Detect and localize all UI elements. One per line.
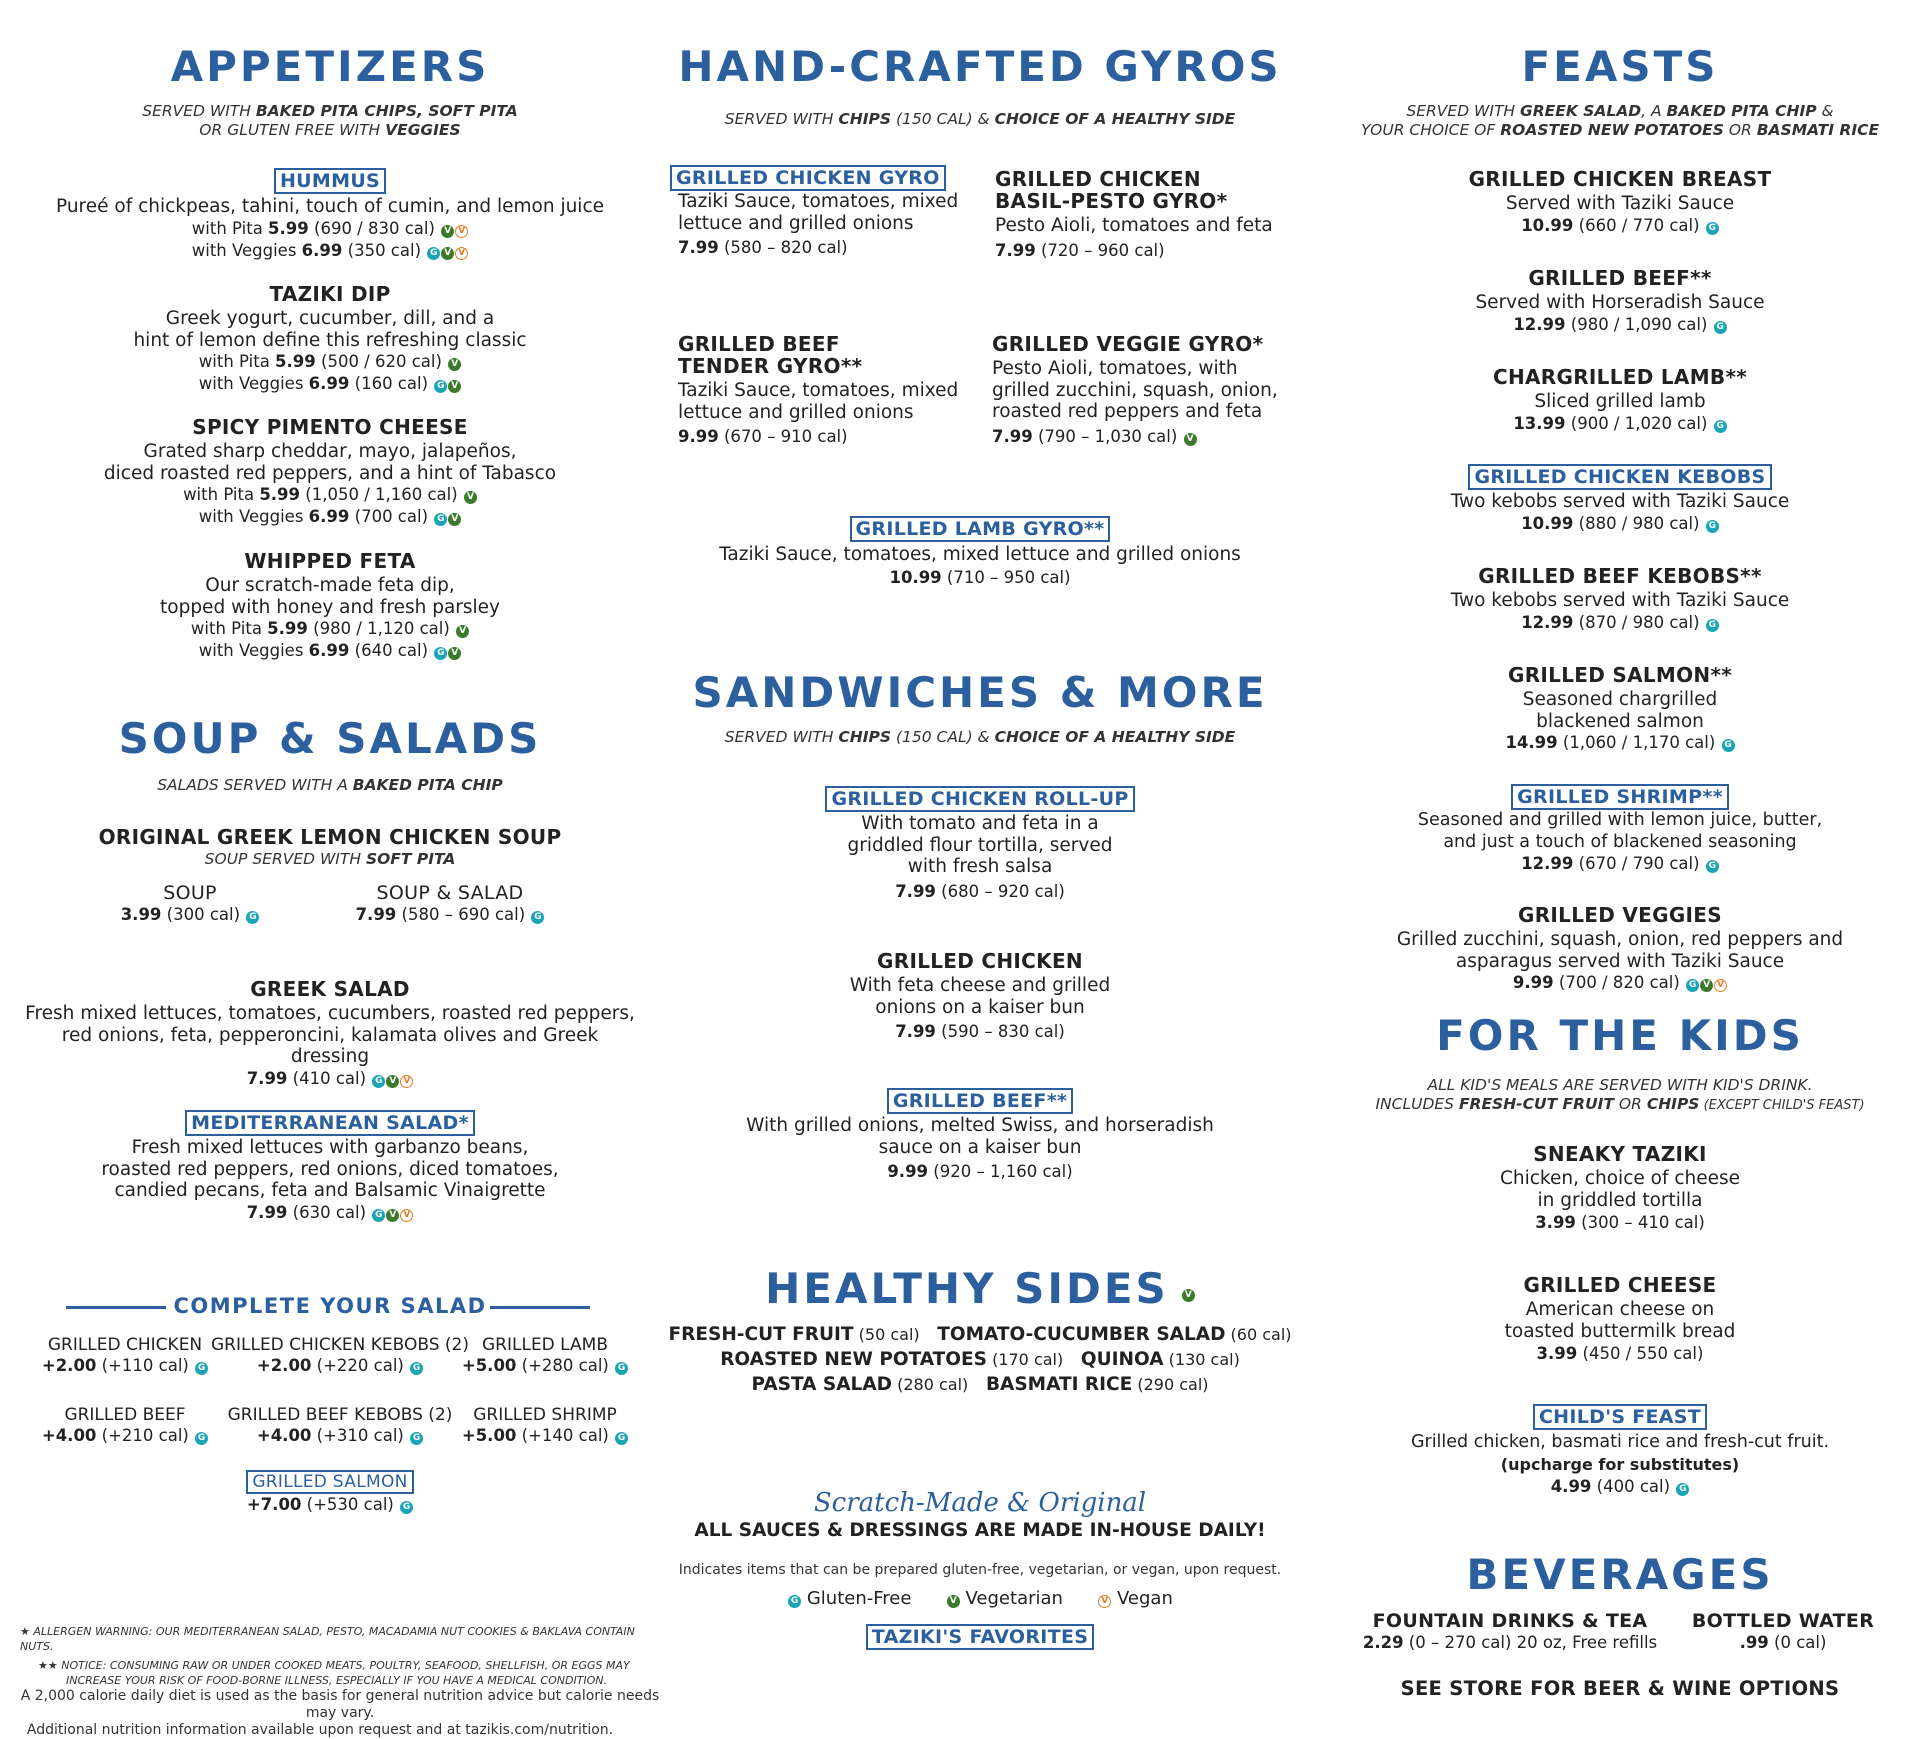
item-name: GREEK SALAD: [250, 977, 410, 1001]
item-price: 12.99 (670 / 790 cal) G: [1320, 853, 1920, 875]
menu-item-grilled-cheese: [1320, 1274, 1920, 1365]
vegetarian-badge-icon: V: [1184, 433, 1197, 446]
footnotes: [20, 1624, 660, 1739]
option-name: SOUP & SALAD: [376, 882, 524, 904]
item-description: blackened salmon: [1536, 710, 1704, 732]
item-price: 7.99 (720 – 960 cal): [995, 240, 1165, 260]
gluten-free-badge-icon: G: [400, 1501, 413, 1514]
menu-item-greek-salad: [20, 978, 640, 1090]
item-description: and just a touch of blackened seasoning: [1443, 831, 1797, 852]
soup-salad-option: [340, 882, 560, 926]
item-description: toasted buttermilk bread: [1504, 1320, 1736, 1342]
appetizers-section: [20, 42, 640, 91]
item-description: Chicken, choice of cheese: [1499, 1168, 1741, 1189]
addon-price: +4.00 (+210 cal) G: [40, 1425, 210, 1447]
item-name: GRILLED VEGGIE GYRO*: [992, 332, 1264, 356]
gluten-free-badge-icon: G: [434, 380, 447, 393]
sides-list: [660, 1322, 1300, 1397]
item-name: CHARGRILLED LAMB**: [1493, 365, 1747, 389]
item-name: TAZIKI DIP: [269, 282, 391, 306]
menu-item-feast: [1320, 366, 1920, 435]
item-name: GRILLED CHICKEN KEBOBS: [1468, 464, 1771, 490]
addon-price: +2.00 (+220 cal) G: [200, 1355, 480, 1377]
item-price: 10.99 (710 – 950 cal): [889, 567, 1071, 587]
addon-name: GRILLED CHICKEN KEBOBS (2): [211, 1335, 469, 1355]
item-price: with Veggies 6.99 (160 cal) G V: [20, 373, 640, 395]
addon-price: +5.00 (+140 cal) G: [460, 1425, 630, 1447]
vegan-badge-icon: V: [455, 247, 468, 260]
item-price: with Pita 5.99 (500 / 620 cal) V: [20, 351, 640, 373]
vegetarian-badge-icon: V: [1182, 1289, 1195, 1302]
vegetarian-badge-icon: V: [448, 513, 461, 526]
addon-item: [200, 1405, 480, 1447]
item-description: roasted red peppers, red onions, diced tomatoes,: [101, 1158, 559, 1180]
beverage-price: .99 (0 cal): [1739, 1633, 1827, 1652]
vegetarian-badge-icon: V: [448, 647, 461, 660]
gluten-free-badge-icon: G: [410, 1362, 423, 1375]
item-name: GRILLED CHICKEN GYRO: [670, 165, 946, 191]
gluten-free-badge-icon: G: [434, 647, 447, 660]
menu-item-hummus: [20, 168, 640, 262]
vegan-badge-icon: V: [1098, 1595, 1111, 1608]
menu-item-sneaky-taziki: [1320, 1143, 1920, 1234]
beverage-name: BOTTLED WATER: [1691, 1610, 1875, 1632]
gluten-free-badge-icon: G: [1714, 321, 1727, 334]
item-name: BASIL-PESTO GYRO*: [995, 189, 1228, 213]
addon-item: [20, 1470, 640, 1516]
option-price: 7.99 (580 – 690 cal) G: [340, 904, 560, 926]
vegan-badge-icon: V: [400, 1209, 413, 1222]
menu-item-grilled-beef: [660, 1088, 1300, 1183]
gluten-free-badge-icon: G: [434, 513, 447, 526]
star-icon: ★: [20, 1625, 30, 1638]
menu-item-veggies: [1320, 904, 1920, 994]
item-price: 7.99 (790 – 1,030 cal) V: [992, 426, 1302, 448]
menu-item-mediterranean-salad: [20, 1110, 640, 1224]
gluten-free-badge-icon: G: [1714, 420, 1727, 433]
item-name: GRILLED VEGGIES: [1518, 903, 1722, 927]
item-name: ORIGINAL GREEK LEMON CHICKEN SOUP: [98, 825, 562, 849]
item-description: Pesto Aioli, tomatoes and feta: [995, 215, 1273, 236]
item-price: 10.99 (660 / 770 cal) G: [1320, 215, 1920, 237]
item-description: red onions, feta, pepperoncini, kalamata olives and Greek dressing: [61, 1024, 599, 1067]
item-description: candied pecans, feta and Balsamic Vinaigrette: [114, 1180, 546, 1201]
item-description: grilled zucchini, squash, onion,: [992, 379, 1278, 401]
item-description: Our scratch-made feta dip,: [205, 575, 455, 596]
item-description: Greek yogurt, cucumber, dill, and a: [165, 308, 495, 329]
gluten-free-badge-icon: G: [615, 1432, 628, 1445]
gluten-free-badge-icon: G: [1706, 222, 1719, 235]
menu-item-shrimp: [1320, 784, 1920, 875]
item-price: with Veggies 6.99 (640 cal) G V: [20, 640, 640, 662]
sandwiches-title: SANDWICHES & MORE: [692, 668, 1268, 717]
nutrition-info: Additional nutrition information available upon request and at tazikis.com/nutrition.: [26, 1722, 614, 1738]
kids-section: [1320, 1011, 1920, 1060]
menu-item-lemon-soup: [20, 826, 640, 869]
gluten-free-badge-icon: G: [1722, 739, 1735, 752]
item-subtitle: SOUP SERVED WITH SOFT PITA: [204, 850, 456, 868]
item-price: 7.99 (680 – 920 cal): [895, 881, 1065, 901]
item-description: Seasoned chargrilled: [1522, 689, 1718, 710]
calorie-notice: A 2,000 calorie daily diet is used as the basis for general nutrition advice but calorie needs may vary.: [20, 1688, 660, 1721]
item-price: 10.99 (880 / 980 cal) G: [1320, 513, 1920, 535]
raw-food-notice-2: INCREASE YOUR RISK OF FOOD-BORNE ILLNESS, ESPECIALLY IF YOU HAVE A MEDICAL CONDITION.: [66, 1674, 608, 1687]
item-price: with Pita 5.99 (980 / 1,120 cal) V: [20, 618, 640, 640]
addon-name: GRILLED BEEF: [64, 1405, 186, 1425]
addon-item: [40, 1335, 210, 1377]
gluten-free-badge-icon: G: [372, 1075, 385, 1088]
item-price: 13.99 (900 / 1,020 cal) G: [1320, 413, 1920, 435]
item-name: GRILLED BEEF: [678, 332, 840, 356]
beverages-section: [1320, 1550, 1920, 1599]
item-price: 7.99 (580 – 820 cal): [678, 238, 848, 257]
menu-item-veggie-gyro: [992, 333, 1302, 448]
item-price: 7.99 (410 cal) G V V: [20, 1068, 640, 1090]
vegan-badge-icon: V: [1714, 979, 1727, 992]
addon-price: +4.00 (+310 cal) G: [200, 1425, 480, 1447]
allergen-warning: ★ ALLERGEN WARNING: OUR MEDITERRANEAN SALAD, PESTO, MACADAMIA NUT COOKIES & BAKLAVA CONTAIN NUTS.: [20, 1625, 635, 1653]
item-price: 9.99 (700 / 820 cal) G V V: [1320, 972, 1920, 994]
gluten-free-badge-icon: G: [1706, 860, 1719, 873]
addon-price: +2.00 (+110 cal) G: [40, 1355, 210, 1377]
item-description: griddled flour tortilla, served: [847, 834, 1113, 856]
gyros-title: HAND-CRAFTED GYROS: [678, 42, 1282, 91]
item-price: with Veggies 6.99 (700 cal) G V: [20, 506, 640, 528]
gluten-free-badge-icon: G: [788, 1595, 801, 1608]
item-description: Sliced grilled lamb: [1534, 391, 1706, 412]
sides-row: ROASTED NEW POTATOES (170 cal) QUINOA (130 cal): [720, 1349, 1240, 1370]
item-description: Served with Horseradish Sauce: [1475, 292, 1765, 313]
gluten-free-badge-icon: G: [1706, 619, 1719, 632]
menu-item-salmon: [1320, 664, 1920, 754]
item-description: lettuce and grilled onions: [678, 212, 914, 234]
vegan-badge-icon: V: [400, 1075, 413, 1088]
item-price: 3.99 (450 / 550 cal): [1536, 1344, 1704, 1363]
item-price: 3.99 (300 – 410 cal): [1535, 1213, 1705, 1232]
vegetarian-badge-icon: V: [448, 380, 461, 393]
vegetarian-badge-icon: V: [456, 625, 469, 638]
scratch-made-line: ALL SAUCES & DRESSINGS ARE MADE IN-HOUSE DAILY!: [694, 1520, 1266, 1541]
gluten-free-badge-icon: G: [246, 911, 259, 924]
feasts-subtitle: SERVED WITH GREEK SALAD, A BAKED PITA CHIP & YOUR CHOICE OF ROASTED NEW POTATOES OR BASMATI RICE: [1360, 102, 1880, 139]
item-price: with Pita 5.99 (690 / 830 cal) V V: [20, 218, 640, 240]
menu-item-lamb-gyro: [660, 516, 1300, 589]
item-description: Two kebobs served with Taziki Sauce: [1450, 491, 1790, 512]
vegetarian-badge-icon: V: [1700, 979, 1713, 992]
beverage-name: FOUNTAIN DRINKS & TEA: [1372, 1610, 1648, 1632]
vegetarian-badge-icon: V: [441, 247, 454, 260]
addon-price: +5.00 (+280 cal) G: [460, 1355, 630, 1377]
item-description: hint of lemon define this refreshing classic: [133, 329, 527, 351]
item-price: 9.99 (920 – 1,160 cal): [887, 1162, 1073, 1181]
vegetarian-badge-icon: V: [386, 1209, 399, 1222]
item-description: asparagus served with Taziki Sauce: [1455, 950, 1785, 972]
vegetarian-badge-icon: V: [386, 1075, 399, 1088]
sandwiches-section: [660, 668, 1300, 717]
favorites-legend: [660, 1624, 1300, 1650]
item-description: Served with Taziki Sauce: [1505, 193, 1735, 214]
item-name: GRILLED CHEESE: [1523, 1273, 1717, 1297]
item-description: Taziki Sauce, tomatoes, mixed: [678, 191, 959, 212]
beverage-fountain: [1340, 1610, 1680, 1654]
soups-section: [20, 714, 640, 763]
menu-item-taziki-dip: [20, 283, 640, 395]
addon-item: [460, 1405, 630, 1447]
item-description: Taziki Sauce, tomatoes, mixed: [678, 380, 959, 401]
vegan-badge-icon: V: [455, 225, 468, 238]
item-price: 4.99 (400 cal) G: [1320, 1476, 1920, 1498]
item-name: GRILLED BEEF**: [1528, 266, 1712, 290]
item-name: GRILLED LAMB GYRO**: [850, 516, 1111, 542]
item-description: Grilled zucchini, squash, onion, red peppers and: [1396, 929, 1844, 950]
item-description: Fresh mixed lettuces, tomatoes, cucumbers, roasted red peppers,: [25, 1003, 635, 1024]
dietary-legend-text: Indicates items that can be prepared gluten-free, vegetarian, or vegan, upon request.: [678, 1562, 1282, 1578]
option-price: 3.99 (300 cal) G: [115, 904, 265, 926]
addon-name: GRILLED SALMON: [246, 1470, 413, 1494]
gluten-free-badge-icon: G: [1676, 1483, 1689, 1496]
gluten-free-badge-icon: G: [427, 247, 440, 260]
menu-item-pimento-cheese: [20, 416, 640, 528]
item-price: with Veggies 6.99 (350 cal) G V V: [20, 240, 640, 262]
gluten-free-badge-icon: G: [410, 1432, 423, 1445]
complete-salad-title: COMPLETE YOUR SALAD: [173, 1294, 487, 1318]
item-name: GRILLED CHICKEN ROLL-UP: [825, 786, 1134, 812]
gluten-free-badge-icon: G: [195, 1362, 208, 1375]
feasts-title: FEASTS: [1521, 42, 1719, 91]
item-name: GRILLED CHICKEN: [877, 949, 1083, 973]
beer-wine-notice: SEE STORE FOR BEER & WINE OPTIONS: [1400, 1677, 1840, 1700]
item-price: with Pita 5.99 (1,050 / 1,160 cal) V: [20, 484, 640, 506]
addon-name: GRILLED BEEF KEBOBS (2): [227, 1405, 453, 1425]
item-description: Pureé of chickpeas, tahini, touch of cumin, and lemon juice: [55, 196, 605, 217]
item-description: American cheese on: [1525, 1299, 1715, 1320]
item-description: (upcharge for substitutes): [1500, 1454, 1740, 1474]
vegetarian-badge-icon: V: [947, 1595, 960, 1608]
item-price: 12.99 (980 / 1,090 cal) G: [1320, 314, 1920, 336]
item-description: in griddled tortilla: [1537, 1189, 1703, 1211]
kids-title: FOR THE KIDS: [1436, 1011, 1804, 1060]
option-name: SOUP: [163, 882, 217, 904]
item-description: Grilled chicken, basmati rice and fresh-cut fruit.: [1410, 1432, 1830, 1452]
gluten-free-badge-icon: G: [1686, 979, 1699, 992]
menu-item-feast: [1320, 267, 1920, 336]
gyros-section: [660, 42, 1300, 91]
gyros-subtitle: SERVED WITH CHIPS (150 CAL) & CHOICE OF A HEALTHY SIDE: [724, 110, 1236, 128]
menu-item-whipped-feta: [20, 550, 640, 662]
menu-item-pesto-gyro: [995, 168, 1295, 262]
scratch-made-title: Scratch-Made & Original: [813, 1488, 1147, 1518]
item-name: GRILLED CHICKEN: [995, 167, 1201, 191]
item-name: MEDITERRANEAN SALAD*: [185, 1110, 475, 1136]
item-description: Pesto Aioli, tomatoes, with: [992, 358, 1238, 379]
item-description: onions on a kaiser bun: [875, 996, 1085, 1018]
kids-subtitle: ALL KID'S MEALS ARE SERVED WITH KID'S DRINK. INCLUDES FRESH-CUT FRUIT OR CHIPS (EXCEPT CHILD'S FEAST): [1375, 1076, 1865, 1113]
beverage-price: 2.29 (0 – 270 cal) 20 oz, Free refills: [1362, 1633, 1658, 1652]
item-description: With feta cheese and grilled: [849, 975, 1111, 996]
addon-name: GRILLED SHRIMP: [473, 1405, 617, 1425]
menu-item-childs-feast: [1320, 1404, 1920, 1498]
favorites-label: TAZIKI'S FAVORITES: [866, 1624, 1094, 1650]
item-price: 14.99 (1,060 / 1,170 cal) G: [1320, 732, 1920, 754]
addon-item: [460, 1335, 630, 1377]
menu-item-feast: [1320, 464, 1920, 535]
beverage-water: [1678, 1610, 1888, 1654]
item-name: GRILLED BEEF**: [887, 1088, 1073, 1114]
item-description: Two kebobs served with Taziki Sauce: [1450, 590, 1790, 611]
sides-title: HEALTHY SIDES: [765, 1264, 1169, 1313]
item-price: 7.99 (630 cal) G V V: [20, 1202, 640, 1224]
menu-item-chicken-gyro: [670, 165, 970, 259]
item-description: Fresh mixed lettuces with garbanzo beans,: [131, 1137, 529, 1158]
dietary-legend: G Gluten-Free V Vegetarian V Vegan: [660, 1588, 1300, 1609]
item-name: SPICY PIMENTO CHEESE: [192, 415, 468, 439]
feasts-section: [1320, 42, 1920, 91]
item-description: With grilled onions, melted Swiss, and horseradish: [746, 1115, 1214, 1136]
item-name: WHIPPED FETA: [244, 549, 416, 573]
addon-item: [200, 1335, 480, 1377]
addon-name: GRILLED LAMB: [482, 1335, 608, 1355]
sides-row: PASTA SALAD (280 cal) BASMATI RICE (290 cal): [751, 1374, 1209, 1395]
addon-item: [40, 1405, 210, 1447]
item-description: sauce on a kaiser bun: [878, 1136, 1082, 1158]
item-description: topped with honey and fresh parsley: [160, 596, 500, 618]
item-description: diced roasted red peppers, and a hint of Tabasco: [103, 462, 557, 484]
item-description: With tomato and feta in a: [861, 813, 1099, 834]
item-name: GRILLED BEEF KEBOBS**: [1478, 564, 1762, 588]
item-price: 9.99 (670 – 910 cal): [678, 427, 848, 446]
item-description: Taziki Sauce, tomatoes, mixed lettuce and grilled onions: [719, 544, 1241, 565]
item-description: Seasoned and grilled with lemon juice, butter,: [1417, 810, 1823, 830]
menu-item-feast: [1320, 168, 1920, 237]
addon-price: +7.00 (+530 cal) G: [20, 1494, 640, 1516]
item-description: with fresh salsa: [907, 856, 1053, 877]
beverages-title: BEVERAGES: [1466, 1550, 1774, 1599]
item-name: SNEAKY TAZIKI: [1533, 1142, 1707, 1166]
item-description: Grated sharp cheddar, mayo, jalapeños,: [143, 441, 517, 462]
star-icon: ★★: [38, 1659, 58, 1672]
item-name: CHILD'S FEAST: [1533, 1404, 1707, 1430]
appetizers-title: APPETIZERS: [170, 42, 490, 91]
sandwiches-subtitle: SERVED WITH CHIPS (150 CAL) & CHOICE OF A HEALTHY SIDE: [724, 728, 1236, 746]
raw-food-notice: ★★ NOTICE: CONSUMING RAW OR UNDER COOKED MEATS, POULTRY, SEAFOOD, SHELLFISH, OR EGGS MAY: [38, 1659, 630, 1672]
soup-option: [115, 882, 265, 926]
vegetarian-badge-icon: V: [448, 358, 461, 371]
gluten-free-badge-icon: G: [615, 1362, 628, 1375]
menu-item-beef-gyro: [678, 333, 978, 448]
menu-item-grilled-chicken: [660, 950, 1300, 1043]
soups-title: SOUP & SALADS: [118, 714, 542, 763]
item-name: GRILLED CHICKEN BREAST: [1468, 167, 1772, 191]
gluten-free-badge-icon: G: [195, 1432, 208, 1445]
item-name: GRILLED SALMON**: [1508, 663, 1732, 687]
gluten-free-badge-icon: G: [372, 1209, 385, 1222]
gluten-free-badge-icon: G: [531, 911, 544, 924]
vegetarian-badge-icon: V: [464, 491, 477, 504]
menu-item-chicken-rollup: [660, 786, 1300, 903]
item-price: 12.99 (870 / 980 cal) G: [1320, 612, 1920, 634]
gluten-free-badge-icon: G: [1706, 520, 1719, 533]
addon-name: GRILLED CHICKEN: [47, 1335, 203, 1355]
item-price: 7.99 (590 – 830 cal): [895, 1022, 1065, 1041]
appetizers-subtitle: SERVED WITH BAKED PITA CHIPS, SOFT PITA OR GLUTEN FREE WITH VEGGIES: [142, 102, 518, 139]
item-name: TENDER GYRO**: [678, 354, 863, 378]
item-name: HUMMUS: [274, 168, 386, 194]
sides-section: [660, 1264, 1300, 1313]
item-description: lettuce and grilled onions: [678, 401, 914, 423]
menu-item-feast: [1320, 565, 1920, 634]
item-name: GRILLED SHRIMP**: [1511, 784, 1729, 810]
sides-row: FRESH-CUT FRUIT (50 cal) TOMATO-CUCUMBER SALAD (60 cal): [668, 1324, 1292, 1345]
soups-subtitle: SALADS SERVED WITH A BAKED PITA CHIP: [157, 776, 503, 794]
item-description: roasted red peppers and feta: [992, 401, 1263, 422]
vegetarian-badge-icon: V: [441, 225, 454, 238]
